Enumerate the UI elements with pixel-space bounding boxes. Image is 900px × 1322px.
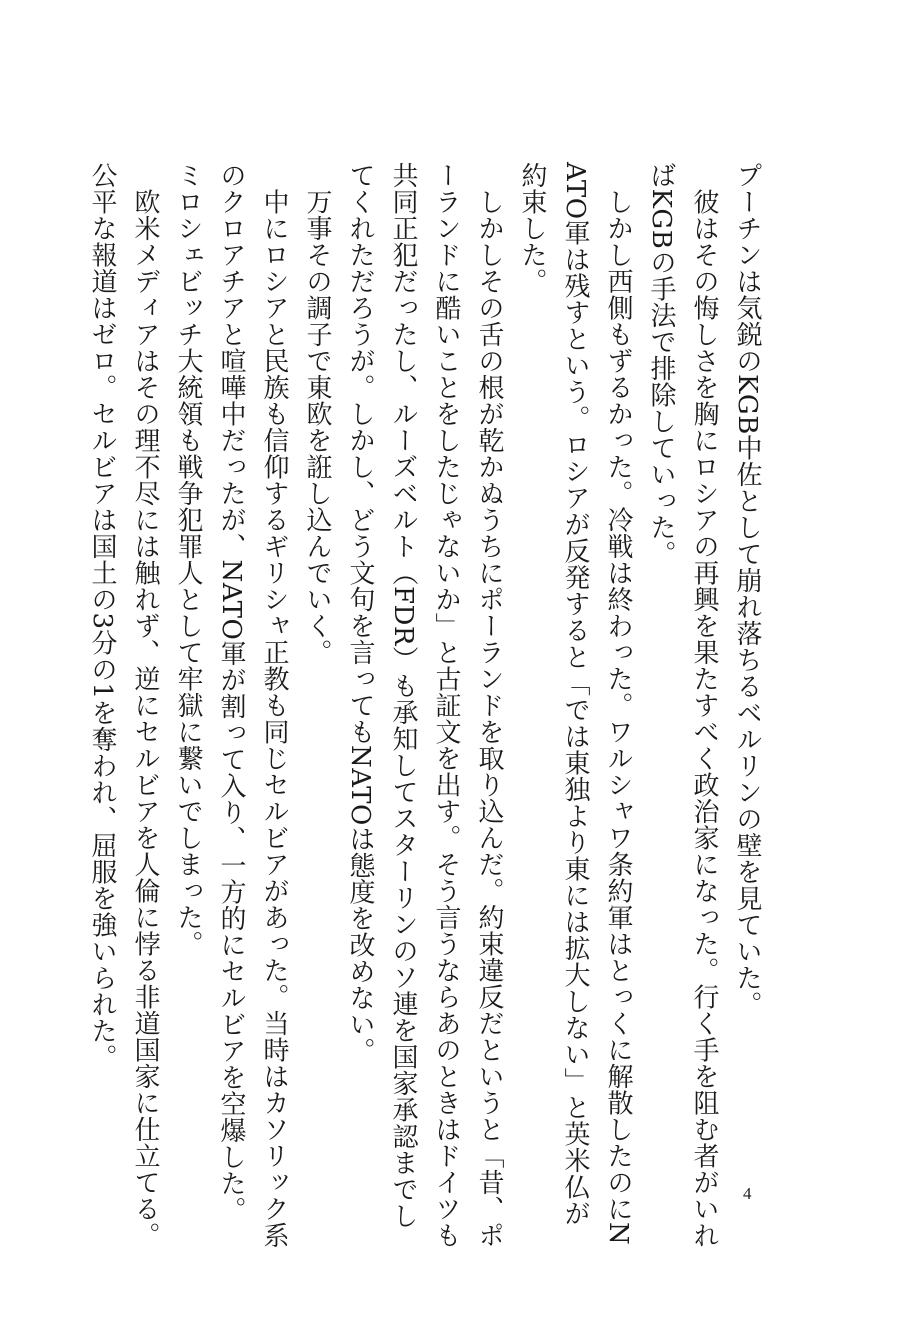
page-number: 4 xyxy=(743,1184,752,1203)
text-line: てくれただろうが。しかし、どう文句を言ってもNATOは態度を改めない。 xyxy=(345,162,375,1065)
text-line: ばKGBの手法で排除していった。 xyxy=(646,162,676,568)
text-line: ATO軍は残すという。ロシアが反発すると「では東独より東には拡大しない」と英米仏が xyxy=(560,162,590,1227)
text-line: 彼はその悔しさを胸にロシアの再興を果たすべく政治家になった。行く手を阻む者がいれ xyxy=(689,162,719,1249)
text-line: 約束した。 xyxy=(517,162,547,295)
text-line: しかしその舌の根が乾かぬうちにポーランドを取り込んだ。約束違反だというと「昔、ポ xyxy=(474,162,504,1249)
text-line: 欧米メディアはその理不尽には触れず、逆にセルビアを人倫に悖る非道国家に仕立てる。 xyxy=(130,162,160,1249)
text-line: ーランドに酷いことをしたじゃないか」と古証文を出す。そう言うならあのときはドイツも xyxy=(431,162,461,1249)
text-line: 共同正犯だったし、ルーズベルト（FDR）も承知してスターリンのソ連を国家承認までし xyxy=(388,162,418,1229)
text-line: のクロアチアと喧嘩中だったが、NATO軍が割って入り、一方的にセルビアを空爆した。 xyxy=(216,162,246,1224)
text-line: 万事その調子で東欧を誑し込んでいく。 xyxy=(302,162,332,666)
text-line: しかし西側もずるかった。冷戦は終わった。ワルシャワ条約軍はとっくに解散したのにN xyxy=(603,162,633,1246)
text-line: 公平な報道はゼロ。セルビアは国土の3分の1を奪われ、屈服を強いられた。 xyxy=(87,162,117,1071)
text-line: プーチンは気鋭のKGB中佐として崩れ落ちるベルリンの壁を見ていた。 xyxy=(732,162,762,1018)
body-text xyxy=(80,162,768,1249)
text-line: 中にロシアと民族も信仰するギリシャ正教も同じセルビアがあった。当時はカソリック系 xyxy=(259,162,289,1249)
text-line: ミロシェビッチ大統領も戦争犯罪人として牢獄に繋いでしまった。 xyxy=(173,162,203,957)
